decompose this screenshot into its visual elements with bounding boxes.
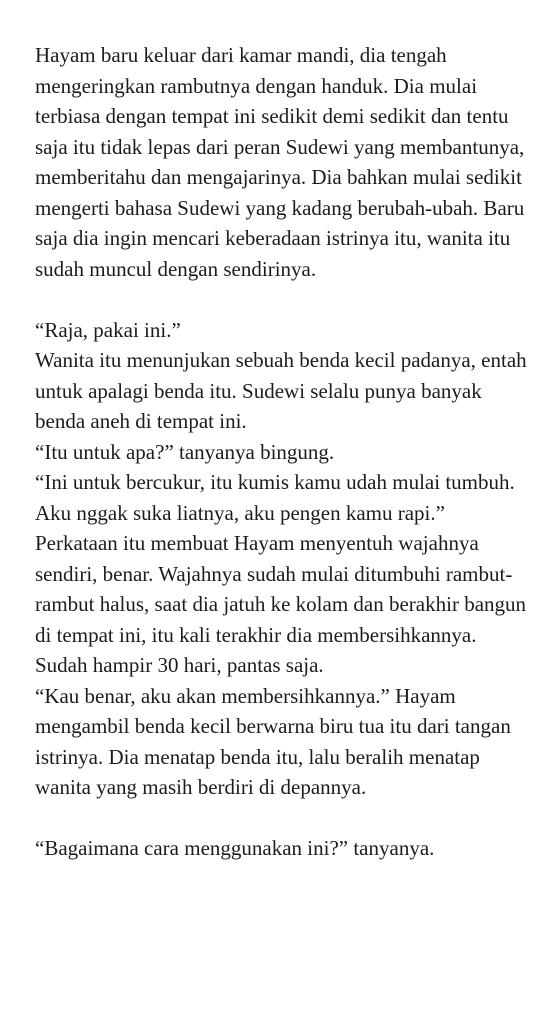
dialogue-line: “Ini untuk bercukur, itu kumis kamu udah mulai tumbuh. Aku nggak suka liatnya, aku pengen kamu rapi.” bbox=[35, 470, 515, 525]
dialogue-line: “Itu untuk apa?” tanyanya bingung. bbox=[35, 439, 335, 464]
paragraph: Perkataan itu membuat Hayam menyentuh wajahnya sendiri, benar. Wajahnya sudah mulai ditumbuhi rambut-rambut halus, saat dia jatuh ke kolam dan berakhir bangun di tempat ini, itu kali terakhir dia membersihkannya. Sudah hampir 30 hari, pantas saja. bbox=[35, 531, 527, 677]
dialogue-line: “Raja, pakai ini.” bbox=[35, 317, 181, 342]
paragraph: Hayam baru keluar dari kamar mandi, dia tengah mengeringkan rambutnya dengan handuk. Dia mulai terbiasa dengan tempat ini sedikit demi sedikit dan tentu saja itu tidak lepas dari peran Sudewi yang membantunya, memberitahu dan mengajarinya. Dia bahkan mulai sedikit mengerti bahasa Sudewi yang kadang berubah-ubah. Baru saja dia ingin mencari keberadaan istrinya itu, wanita itu sudah muncul dengan sendirinya. bbox=[35, 43, 525, 281]
paragraph-gap bbox=[35, 803, 527, 834]
dialogue-line: “Kau benar, aku akan membersihkannya.” Hayam mengambil benda kecil berwarna biru tua itu dari tangan istrinya. Dia menatap benda itu, lalu beralih menatap wanita yang masih berdiri di depannya. bbox=[35, 683, 511, 799]
paragraph: Wanita itu menunjukan sebuah benda kecil padanya, entah untuk apalagi benda itu. Sudewi selalu punya banyak benda aneh di tempat ini. bbox=[35, 348, 527, 433]
paragraph-gap bbox=[35, 284, 527, 315]
dialogue-line: “Bagaimana cara menggunakan ini?” tanyanya. bbox=[35, 836, 435, 860]
